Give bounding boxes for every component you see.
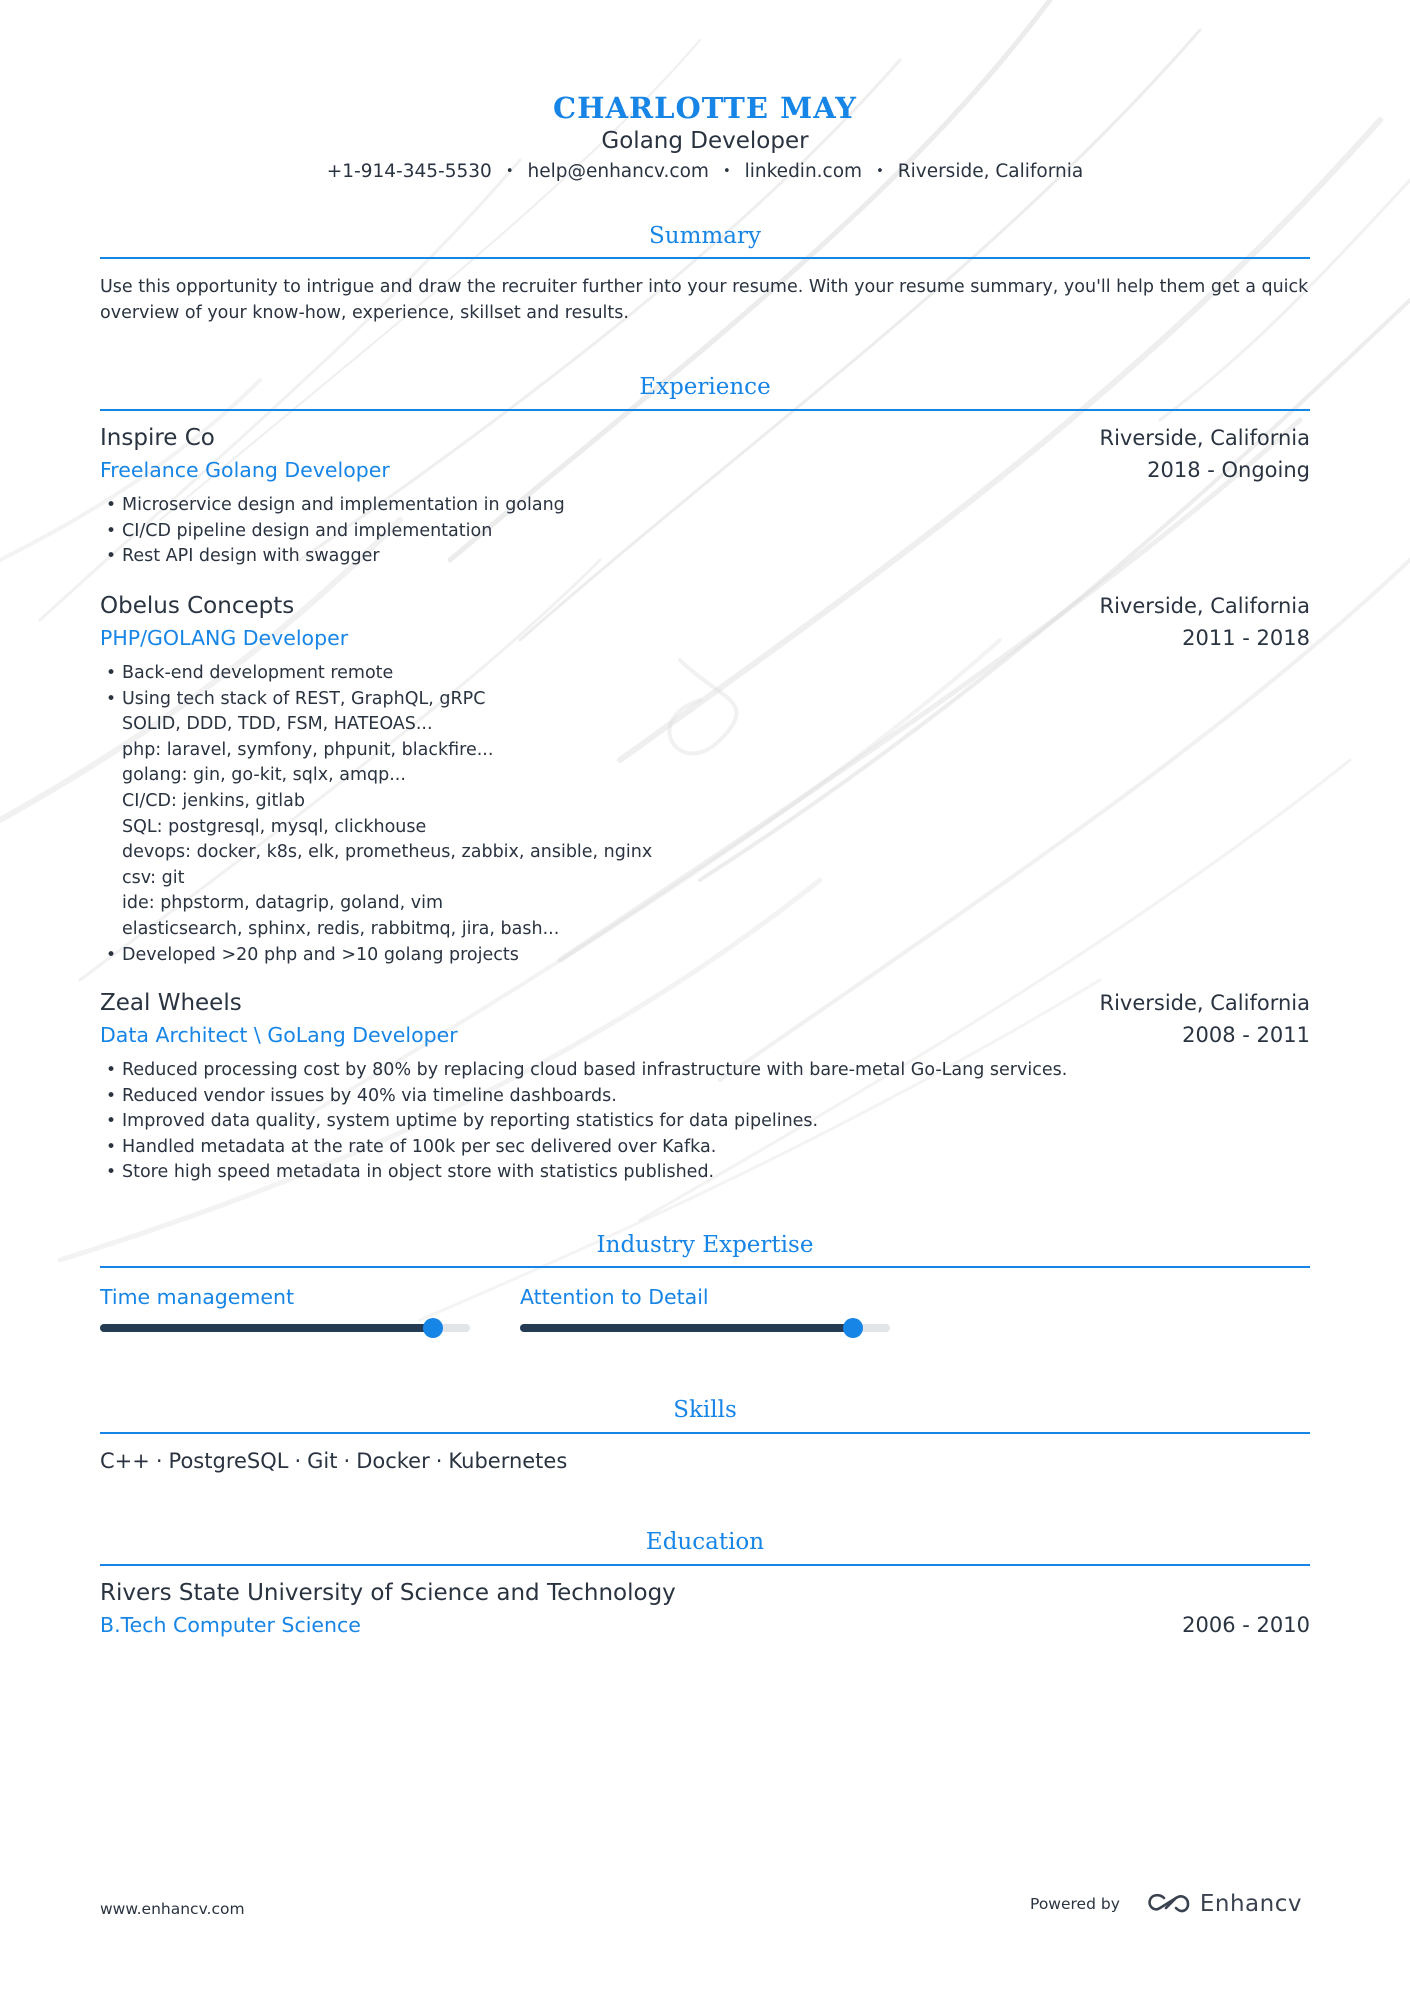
job-location: Riverside, California <box>1099 594 1310 618</box>
bullet-item: • Improved data quality, system uptime by reporting statistics for data pipelines. <box>122 1109 1310 1135</box>
summary-divider <box>100 257 1310 259</box>
expertise-bar-fill <box>520 1324 853 1332</box>
expertise-bar-knob <box>423 1318 443 1338</box>
skill-item: Git <box>307 1449 338 1473</box>
job-entry <box>100 591 1310 968</box>
expertise-divider <box>100 1266 1310 1268</box>
footer-website-link[interactable]: www.enhancv.com <box>100 1900 245 1918</box>
expertise-item <box>520 1282 890 1332</box>
summary-heading: Summary <box>649 223 761 249</box>
summary-text: Use this opportunity to intrigue and draw the recruiter further into your resume. With your resume summary, you'll help them get a quick overview of your know-how, experience, skillset and results. <box>100 277 1309 323</box>
contact-separator: • <box>876 164 884 179</box>
experience-heading: Experience <box>639 374 771 400</box>
bullet-item: • Store high speed metadata in object store with statistics published. <box>122 1160 1310 1186</box>
location: Riverside, California <box>897 161 1084 182</box>
job-company: Inspire Co <box>100 425 215 451</box>
skill-item: PostgreSQL <box>168 1449 289 1473</box>
skills-heading: Skills <box>673 1397 737 1423</box>
job-company: Obelus Concepts <box>100 593 295 619</box>
skill-item: C++ <box>100 1449 150 1473</box>
skill-separator: · <box>294 1449 302 1473</box>
skill-item: Docker <box>356 1449 430 1473</box>
education-school: Rivers State University of Science and Technology <box>100 1580 676 1606</box>
job-dates: 2011 - 2018 <box>1182 626 1310 650</box>
powered-by-label: Powered by <box>1030 1895 1120 1913</box>
skill-separator: · <box>343 1449 351 1473</box>
skill-separator: · <box>155 1449 163 1473</box>
expertise-bar-fill <box>100 1324 433 1332</box>
bullet-item: • Back-end development remote <box>122 661 1310 687</box>
expertise-heading: Industry Expertise <box>596 1232 814 1258</box>
job-dates: 2018 - Ongoing <box>1147 458 1310 482</box>
bullet-item: • Reduced vendor issues by 40% via timeline dashboards. <box>122 1084 1310 1110</box>
job-bullets <box>100 661 1310 968</box>
job-company: Zeal Wheels <box>100 990 242 1016</box>
bullet-item: • Reduced processing cost by 80% by replacing cloud based infrastructure with bare-metal Go-Lang services. <box>122 1058 1310 1084</box>
job-bullets <box>100 493 1310 570</box>
expertise-label: Attention to Detail <box>520 1285 709 1309</box>
bullet-item: • CI/CD pipeline design and implementation <box>122 519 1310 545</box>
skills-list <box>100 1446 567 1476</box>
candidate-name: CHARLOTTE MAY <box>553 91 857 125</box>
education-degree: B.Tech Computer Science <box>100 1613 361 1637</box>
experience-divider <box>100 409 1310 411</box>
job-entry <box>100 423 1310 570</box>
bullet-item: • Rest API design with swagger <box>122 544 1310 570</box>
job-title: PHP/GOLANG Developer <box>100 626 349 650</box>
job-bullets <box>100 1058 1310 1186</box>
footer-branding <box>1030 1891 1302 1917</box>
job-location: Riverside, California <box>1099 991 1310 1015</box>
education-divider <box>100 1564 1310 1566</box>
bullet-item: • Developed >20 php and >10 golang projects <box>122 943 1310 969</box>
job-location: Riverside, California <box>1099 426 1310 450</box>
education-heading: Education <box>645 1529 765 1555</box>
bullet-item: • Using tech stack of REST, GraphQL, gRPC SOLID, DDD, TDD, FSM, HATEOAS... php: laravel, symfony, phpunit, blackfire... golang: gin, go-kit, sqlx, amqp... CI/CD: jenkins, gitlab SQL: postgresql, mysql, clickhouse devops: docker, k8s, elk, prometheus, zabbix, ansible, nginx csv: git ide: phpstorm, datagrip, goland, vim elasticsearch, sphinx, redis, rabbitmq, jira, bash... <box>122 687 1310 943</box>
bullet-item: • Microservice design and implementation in golang <box>122 493 1310 519</box>
contact-separator: • <box>505 164 514 179</box>
expertise-bar-track <box>100 1324 470 1332</box>
linkedin-link[interactable]: linkedin.com <box>744 161 863 182</box>
expertise-item <box>100 1282 470 1332</box>
email[interactable]: help@enhancv.com <box>527 161 709 182</box>
education-dates: 2006 - 2010 <box>1182 1613 1310 1637</box>
expertise-label: Time management <box>100 1285 295 1309</box>
bullet-item: • Handled metadata at the rate of 100k per sec delivered over Kafka. <box>122 1135 1310 1161</box>
job-title: Freelance Golang Developer <box>100 458 390 482</box>
expertise-bar-knob <box>843 1318 863 1338</box>
expertise-bar-track <box>520 1324 890 1332</box>
job-dates: 2008 - 2011 <box>1182 1023 1310 1047</box>
phone: +1-914-345-5530 <box>326 161 492 182</box>
enhancv-logo-icon <box>1146 1892 1192 1916</box>
contact-line <box>0 158 1410 186</box>
job-title: Data Architect \ GoLang Developer <box>100 1023 458 1047</box>
job-entry <box>100 988 1310 1186</box>
candidate-role: Golang Developer <box>601 128 809 154</box>
skill-item: Kubernetes <box>448 1449 568 1473</box>
enhancv-brand-name: Enhancv <box>1199 1891 1302 1917</box>
contact-separator: • <box>722 164 731 179</box>
skills-divider <box>100 1432 1310 1434</box>
resume-header <box>0 90 1410 186</box>
skill-separator: · <box>435 1449 443 1473</box>
